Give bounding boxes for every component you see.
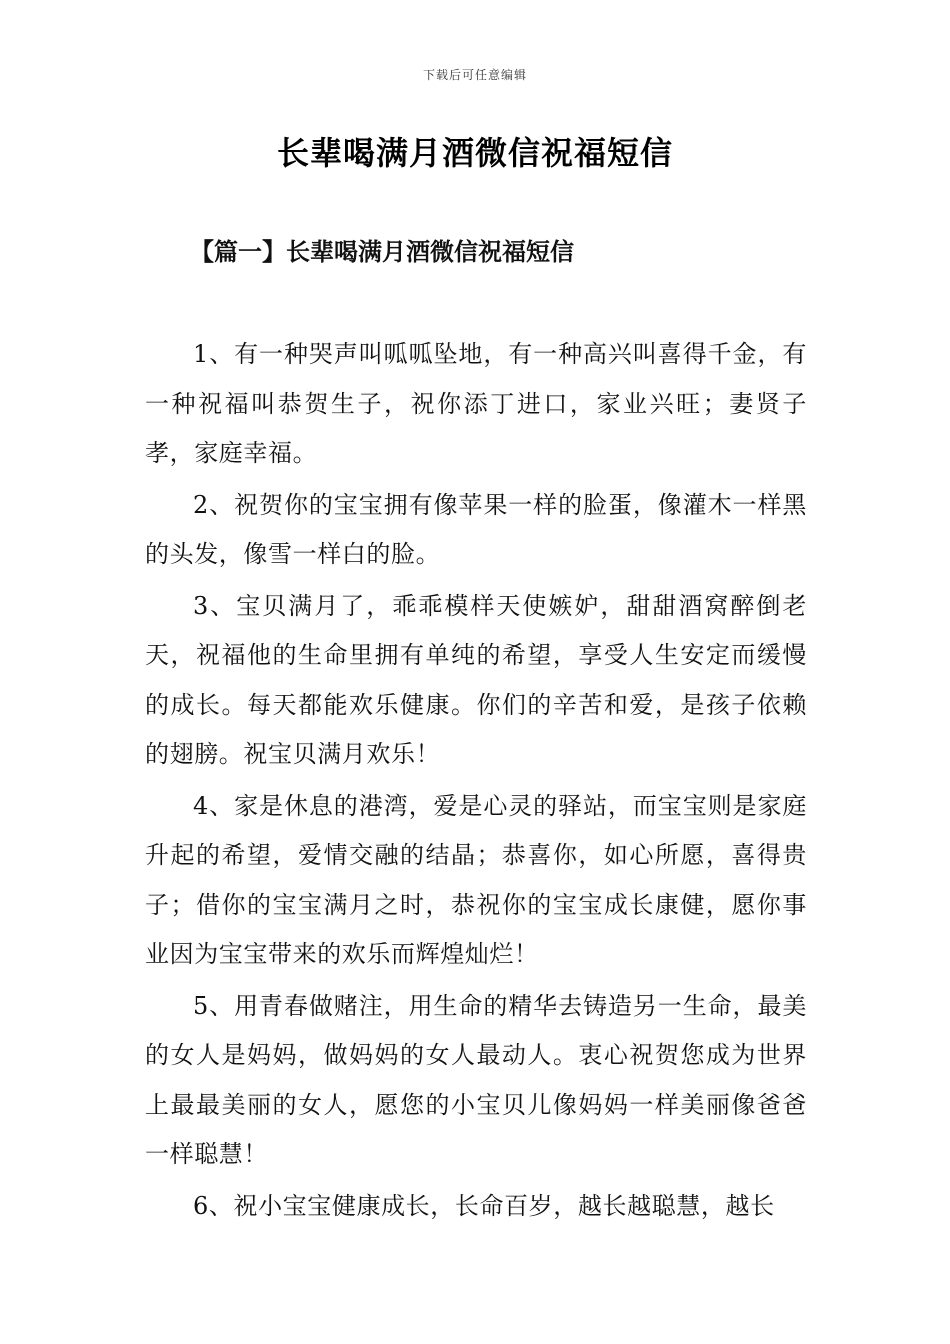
paragraph-2: 2、祝贺你的宝宝拥有像苹果一样的脸蛋，像灌木一样黑的头发，像雪一样白的脸。 bbox=[145, 490, 807, 568]
paragraph-5: 5、用青春做赌注，用生命的精华去铸造另一生命，最美的女人是妈妈，做妈妈的女人最动人。衷心祝贺您成为世界上最最美丽的女人，愿您的小宝贝儿像妈妈一样美丽像爸爸一样聪慧！ bbox=[145, 991, 807, 1168]
document-body bbox=[145, 330, 807, 1233]
paragraph-1: 1、有一种哭声叫呱呱坠地，有一种高兴叫喜得千金，有一种祝福叫恭贺生子，祝你添丁进口，家业兴旺；妻贤子孝，家庭幸福。 bbox=[145, 340, 807, 467]
paragraph-3: 3、宝贝满月了，乖乖模样天使嫉妒，甜甜酒窝醉倒老天，祝福他的生命里拥有单纯的希望，享受人生安定而缓慢的成长。每天都能欢乐健康。你们的辛苦和爱，是孩子依赖的翅膀。祝宝贝满月欢乐！ bbox=[145, 591, 807, 768]
header-note: 下载后可任意编辑 bbox=[422, 68, 527, 82]
paragraph-4: 4、家是休息的港湾，爱是心灵的驿站，而宝宝则是家庭升起的希望，爱情交融的结晶；恭喜你，如心所愿，喜得贵子；借你的宝宝满月之时，恭祝你的宝宝成长康健，愿你事业因为宝宝带来的欢乐而辉煌灿烂！ bbox=[145, 791, 807, 968]
document-title: 长辈喝满月酒微信祝福短信 bbox=[276, 134, 673, 172]
paragraph-6: 6、祝小宝宝健康成长，长命百岁，越长越聪慧，越长 bbox=[193, 1191, 775, 1220]
section-heading: 【篇一】长辈喝满月酒微信祝福短信 bbox=[190, 237, 574, 266]
